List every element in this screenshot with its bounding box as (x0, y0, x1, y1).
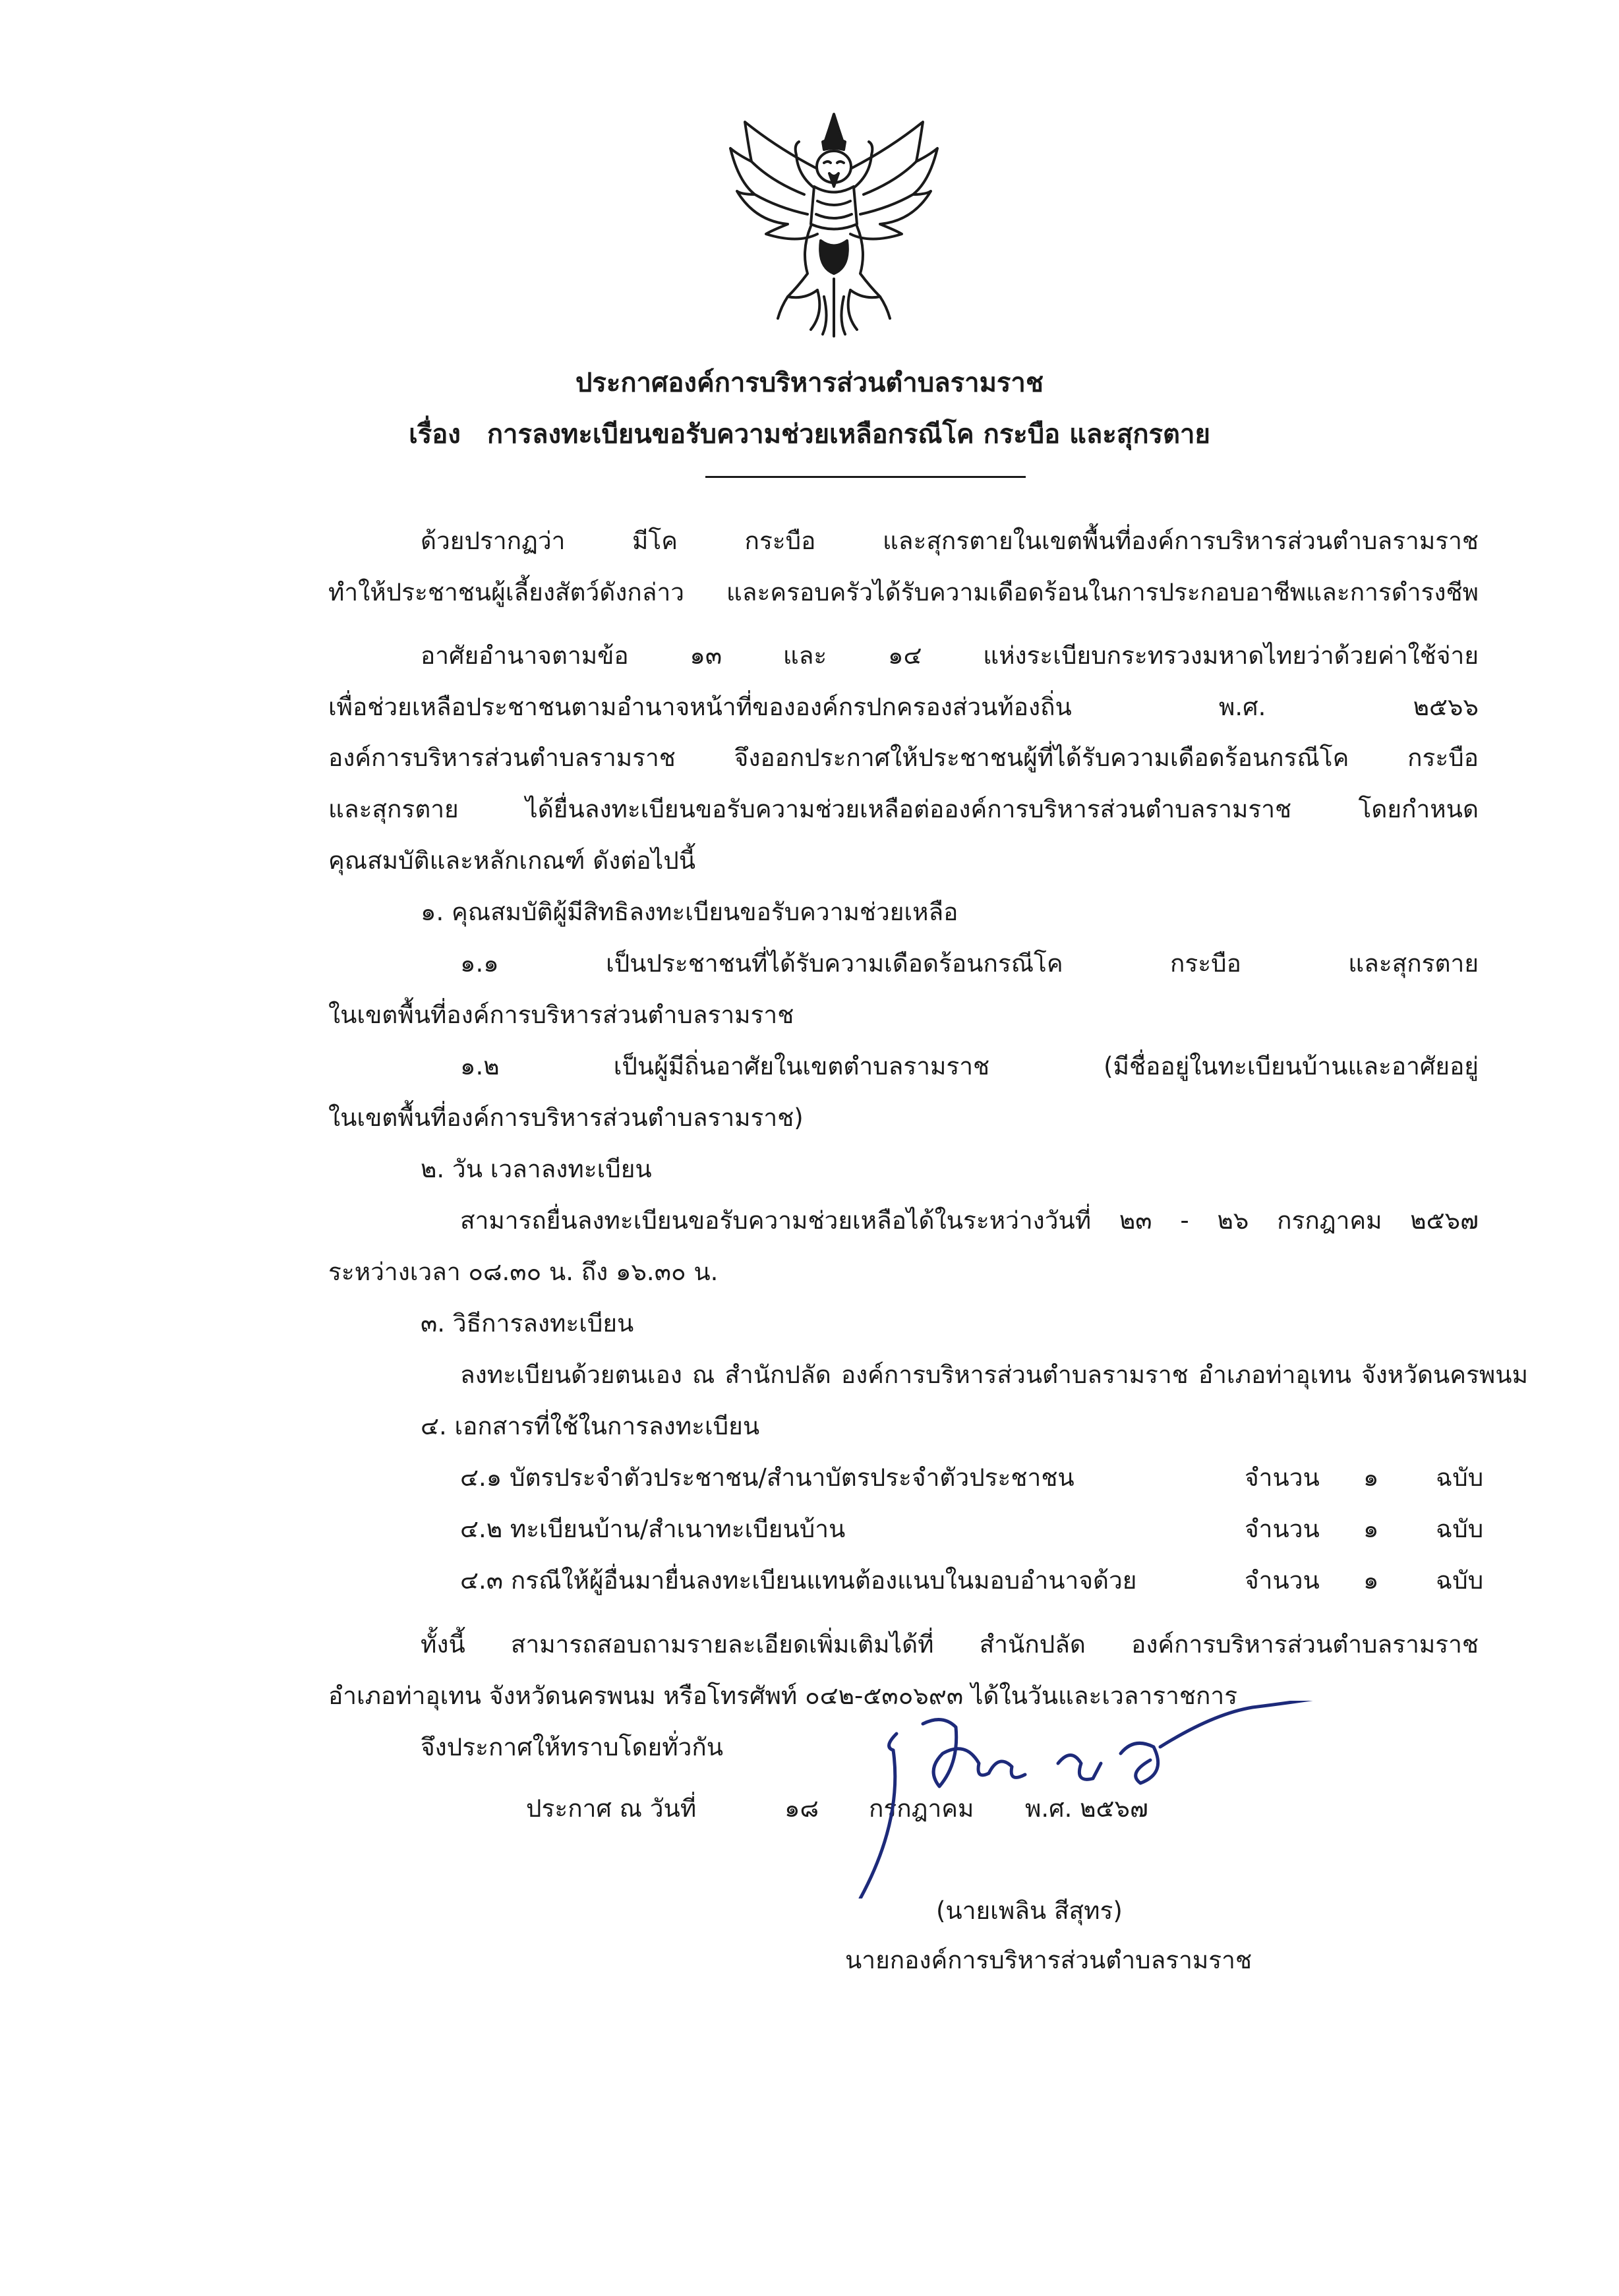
paragraph-3-line-1: ทั้งนี้ สามารถสอบถามรายละเอียดเพิ่มเติมได้ที่ สำนักปลัด องค์การบริหารส่วนตำบลรามราช (421, 1630, 1479, 1659)
section-4-heading: ๔. เอกสารที่ใช้ในการลงทะเบียน (421, 1412, 760, 1440)
section-1-1-line-1: ๑.๑ เป็นประชาชนที่ได้รับความเดือดร้อนกรณีโค กระบือ และสุกรตาย (460, 949, 1479, 978)
subject-line (0, 413, 1619, 455)
quantity-value: ๑ (1363, 1515, 1379, 1543)
section-1-heading: ๑. คุณสมบัติผู้มีสิทธิลงทะเบียนขอรับความช่วยเหลือ (421, 898, 958, 926)
closing-statement: จึงประกาศให้ทราบโดยทั่วกัน (421, 1733, 724, 1761)
quantity-unit: ฉบับ (1436, 1463, 1484, 1492)
subject-text: การลงทะเบียนขอรับความช่วยเหลือกรณีโค กระบือ และสุกรตาย (486, 419, 1210, 450)
document-label: ๔.๓ กรณีให้ผู้อื่นมายื่นลงทะเบียนแทนต้องแนบในมอบอำนาจด้วย (460, 1566, 1137, 1595)
section-2-heading: ๒. วัน เวลาลงทะเบียน (421, 1155, 652, 1183)
paragraph-2-line-5: คุณสมบัติและหลักเกณฑ์ ดังต่อไปนี้ (328, 846, 696, 875)
quantity-value: ๑ (1363, 1463, 1379, 1492)
paragraph-1-line-1: ด้วยปรากฏว่า มีโค กระบือ และสุกรตายในเขตพื้นที่องค์การบริหารส่วนตำบลรามราช (421, 527, 1479, 555)
section-2-line-1: สามารถยื่นลงทะเบียนขอรับความช่วยเหลือได้ในระหว่างวันที่ ๒๓ - ๒๖ กรกฎาคม ๒๕๖๗ (460, 1206, 1479, 1235)
paragraph-2-line-2: เพื่อช่วยเหลือประชาชนตามอำนาจหน้าที่ขององค์กรปกครองส่วนท้องถิ่น พ.ศ. ๒๕๖๖ (328, 693, 1479, 721)
paragraph-1-line-2: ทำให้ประชาชนผู้เลี้ยงสัตว์ดังกล่าว และครอบครัวได้รับความเดือดร้อนในการประกอบอาชีพและการดำรงชีพ (328, 578, 1479, 606)
document-row (460, 1463, 1484, 1492)
section-1-1-line-2: ในเขตพื้นที่องค์การบริหารส่วนตำบลรามราช (328, 1001, 794, 1029)
document-row (460, 1515, 1484, 1543)
paragraph-2-line-1: อาศัยอำนาจตามข้อ ๑๓ และ ๑๔ แห่งระเบียบกระทรวงมหาดไทยว่าด้วยค่าใช้จ่าย (421, 641, 1479, 670)
announcement-title: ประกาศองค์การบริหารส่วนตำบลรามราช (575, 368, 1044, 398)
section-3-line-1: ลงทะเบียนด้วยตนเอง ณ สำนักปลัด องค์การบริหารส่วนตำบลรามราช อำเภอท่าอุเทน จังหวัดนครพนม (460, 1361, 1528, 1389)
quantity-label: จำนวน (1245, 1515, 1320, 1543)
document-label: ๔.๒ ทะเบียนบ้าน/สำเนาทะเบียนบ้าน (460, 1515, 846, 1543)
signatory-name: (นายเพลิน สีสุทร) (936, 1897, 1123, 1925)
paragraph-2-line-4: และสุกรตาย ได้ยื่นลงทะเบียนขอรับความช่วยเหลือต่อองค์การบริหารส่วนตำบลรามราช โดยกำหนด (328, 795, 1479, 823)
section-3-heading: ๓. วิธีการลงทะเบียน (421, 1309, 634, 1338)
date-year: พ.ศ. ๒๕๖๗ (1025, 1794, 1148, 1823)
garuda-emblem-icon (725, 109, 943, 339)
quantity-label: จำนวน (1245, 1566, 1320, 1595)
quantity-value: ๑ (1363, 1566, 1379, 1595)
paragraph-3-line-2: อำเภอท่าอุเทน จังหวัดนครพนม หรือโทรศัพท์ ๐๔๒-๕๓๐๖๙๓ ได้ในวันและเวลาราชการ (328, 1682, 1238, 1710)
paragraph-2-line-3: องค์การบริหารส่วนตำบลรามราช จึงออกประกาศให้ประชาชนผู้ที่ได้รับความเดือดร้อนกรณีโค กระบือ (328, 744, 1479, 772)
title-divider (705, 476, 1026, 478)
quantity-label: จำนวน (1245, 1463, 1320, 1492)
quantity-unit: ฉบับ (1436, 1566, 1484, 1595)
signature-icon (844, 1701, 1345, 1899)
subject-label: เรื่อง (409, 419, 461, 450)
date-month: กรกฎาคม (869, 1794, 974, 1823)
document-label: ๔.๑ บัตรประจำตัวประชาชน/สำนาบัตรประจำตัวประชาชน (460, 1463, 1074, 1492)
date-day: ๑๘ (784, 1794, 819, 1823)
section-1-2-line-1: ๑.๒ เป็นผู้มีถิ่นอาศัยในเขตตำบลรามราช (มีชื่ออยู่ในทะเบียนบ้านและอาศัยอยู่ (460, 1052, 1479, 1080)
quantity-unit: ฉบับ (1436, 1515, 1484, 1543)
section-2-line-2: ระหว่างเวลา ๐๘.๓๐ น. ถึง ๑๖.๓๐ น. (328, 1258, 719, 1286)
date-prefix: ประกาศ ณ วันที่ (526, 1794, 697, 1823)
signatory-position: นายกองค์การบริหารส่วนตำบลรามราช (845, 1946, 1252, 1974)
section-1-2-line-2: ในเขตพื้นที่องค์การบริหารส่วนตำบลรามราช) (328, 1104, 804, 1132)
document-row (460, 1566, 1484, 1595)
